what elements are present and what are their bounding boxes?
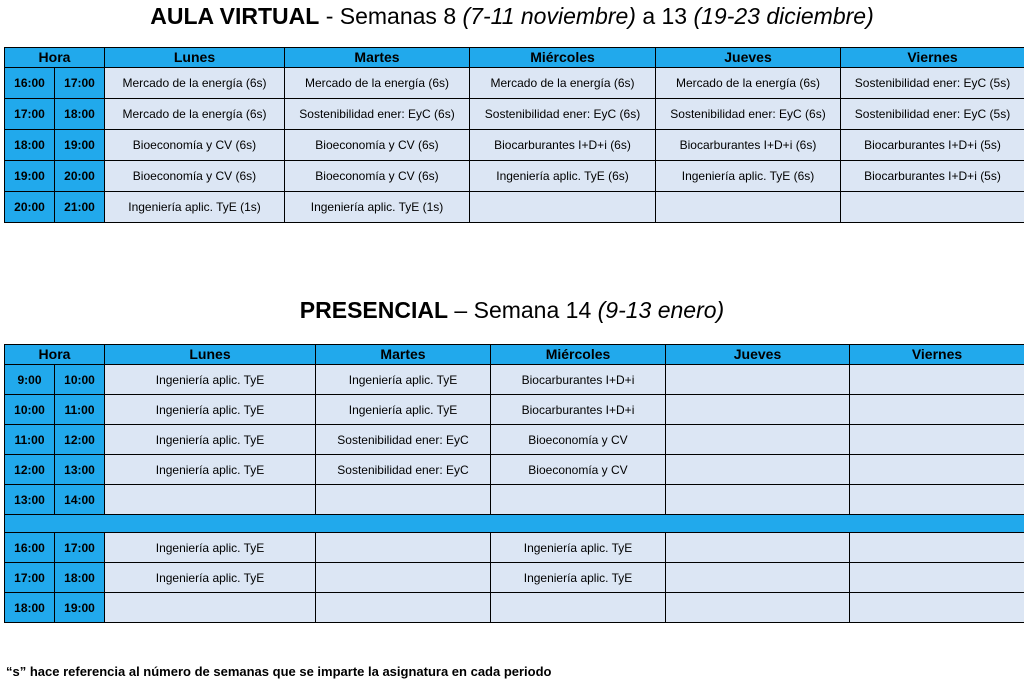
virtual-title-dates-start: (7-11 noviembre): [462, 3, 636, 29]
schedule-cell: [105, 485, 316, 515]
schedule-cell: Ingeniería aplic. TyE (1s): [105, 192, 285, 223]
virtual-row: [5, 68, 1024, 99]
presencial-row: [5, 563, 1024, 593]
presencial-header-day: Jueves: [666, 345, 850, 365]
presencial-header-day: Lunes: [105, 345, 316, 365]
schedule-cell: [316, 593, 491, 623]
presencial-row: [5, 395, 1024, 425]
schedule-cell: Sostenibilidad ener: EyC (6s): [656, 99, 841, 130]
schedule-cell: [656, 192, 841, 223]
time-end: 11:00: [55, 395, 105, 425]
time-end: 17:00: [55, 68, 105, 99]
schedule-cell: [666, 395, 850, 425]
time-start: 13:00: [5, 485, 55, 515]
virtual-header-day: Viernes: [841, 48, 1024, 68]
time-start: 16:00: [5, 533, 55, 563]
presencial-row: [5, 425, 1024, 455]
time-start: 12:00: [5, 455, 55, 485]
virtual-title-part-b: a 13: [635, 3, 694, 29]
schedule-cell: Bioeconomía y CV (6s): [285, 161, 470, 192]
schedule-cell: [666, 533, 850, 563]
schedule-cell: [470, 192, 656, 223]
time-start: 18:00: [5, 130, 55, 161]
schedule-cell: [491, 485, 666, 515]
time-start: 16:00: [5, 68, 55, 99]
schedule-cell: [850, 455, 1024, 485]
time-end: 21:00: [55, 192, 105, 223]
virtual-row: [5, 99, 1024, 130]
presencial-schedule-table: [4, 344, 1024, 623]
schedule-cell: [850, 593, 1024, 623]
schedule-cell: Ingeniería aplic. TyE: [105, 455, 316, 485]
virtual-title-dates-end: (19-23 diciembre): [693, 3, 874, 29]
schedule-cell: [841, 192, 1024, 223]
schedule-cell: [316, 485, 491, 515]
time-end: 10:00: [55, 365, 105, 395]
time-end: 20:00: [55, 161, 105, 192]
schedule-cell: Ingeniería aplic. TyE: [105, 395, 316, 425]
schedule-cell: Sostenibilidad ener: EyC (6s): [470, 99, 656, 130]
schedule-cell: Ingeniería aplic. TyE (6s): [470, 161, 656, 192]
schedule-cell: [666, 425, 850, 455]
presencial-row: [5, 455, 1024, 485]
schedule-cell: [666, 485, 850, 515]
presencial-header-hora: Hora: [5, 345, 105, 365]
schedule-cell: Biocarburantes I+D+i: [491, 365, 666, 395]
schedule-cell: [850, 425, 1024, 455]
schedule-cell: Bioeconomía y CV (6s): [105, 161, 285, 192]
schedule-cell: Sostenibilidad ener: EyC (5s): [841, 68, 1024, 99]
virtual-header-hora: Hora: [5, 48, 105, 68]
virtual-row: [5, 161, 1024, 192]
schedule-cell: [316, 563, 491, 593]
schedule-cell: Biocarburantes I+D+i (5s): [841, 161, 1024, 192]
schedule-cell: Mercado de la energía (6s): [285, 68, 470, 99]
schedule-cell: Mercado de la energía (6s): [105, 99, 285, 130]
time-start: 17:00: [5, 99, 55, 130]
schedule-cell: [850, 395, 1024, 425]
schedule-cell: Biocarburantes I+D+i: [491, 395, 666, 425]
schedule-cell: [850, 485, 1024, 515]
schedule-cell: Bioeconomía y CV (6s): [285, 130, 470, 161]
time-end: 19:00: [55, 130, 105, 161]
time-end: 12:00: [55, 425, 105, 455]
time-end: 19:00: [55, 593, 105, 623]
presencial-row: [5, 365, 1024, 395]
schedule-cell: Ingeniería aplic. TyE: [491, 533, 666, 563]
time-end: 14:00: [55, 485, 105, 515]
time-start: 11:00: [5, 425, 55, 455]
schedule-cell: [491, 593, 666, 623]
schedule-cell: Mercado de la energía (6s): [105, 68, 285, 99]
virtual-header-day: Jueves: [656, 48, 841, 68]
schedule-cell: [316, 533, 491, 563]
separator-bar: [5, 515, 1024, 533]
schedule-cell: Sostenibilidad ener: EyC: [316, 455, 491, 485]
schedule-cell: Mercado de la energía (6s): [656, 68, 841, 99]
schedule-cell: Ingeniería aplic. TyE (1s): [285, 192, 470, 223]
time-start: 17:00: [5, 563, 55, 593]
time-start: 19:00: [5, 161, 55, 192]
presencial-title-dates: (9-13 enero): [597, 297, 725, 323]
virtual-header-day: Miércoles: [470, 48, 656, 68]
schedule-cell: [850, 563, 1024, 593]
virtual-title: [0, 2, 1024, 30]
virtual-row: [5, 130, 1024, 161]
time-end: 13:00: [55, 455, 105, 485]
schedule-cell: Sostenibilidad ener: EyC (6s): [285, 99, 470, 130]
schedule-cell: [666, 563, 850, 593]
schedule-cell: Biocarburantes I+D+i (6s): [656, 130, 841, 161]
presencial-row: [5, 533, 1024, 563]
schedule-cell: Bioeconomía y CV (6s): [105, 130, 285, 161]
schedule-cell: Sostenibilidad ener: EyC (5s): [841, 99, 1024, 130]
virtual-header-day: Martes: [285, 48, 470, 68]
time-start: 20:00: [5, 192, 55, 223]
footnote: “s” hace referencia al número de semanas que se imparte la asignatura en cada periodo: [6, 664, 552, 679]
schedule-cell: Biocarburantes I+D+i (5s): [841, 130, 1024, 161]
schedule-cell: Ingeniería aplic. TyE: [105, 365, 316, 395]
presencial-row: [5, 485, 1024, 515]
presencial-header-day: Miércoles: [491, 345, 666, 365]
schedule-cell: Ingeniería aplic. TyE: [316, 365, 491, 395]
time-end: 17:00: [55, 533, 105, 563]
virtual-header-day: Lunes: [105, 48, 285, 68]
virtual-title-part-a: - Semanas 8: [319, 3, 463, 29]
schedule-cell: Ingeniería aplic. TyE: [316, 395, 491, 425]
presencial-header-row: [5, 345, 1024, 365]
presencial-title: [0, 296, 1024, 324]
schedule-cell: [850, 365, 1024, 395]
schedule-cell: Ingeniería aplic. TyE: [491, 563, 666, 593]
schedule-cell: Sostenibilidad ener: EyC: [316, 425, 491, 455]
schedule-cell: Ingeniería aplic. TyE: [105, 563, 316, 593]
time-end: 18:00: [55, 99, 105, 130]
time-start: 18:00: [5, 593, 55, 623]
time-end: 18:00: [55, 563, 105, 593]
presencial-header-day: Martes: [316, 345, 491, 365]
schedule-cell: Mercado de la energía (6s): [470, 68, 656, 99]
schedule-cell: Ingeniería aplic. TyE (6s): [656, 161, 841, 192]
schedule-cell: Ingeniería aplic. TyE: [105, 533, 316, 563]
schedule-cell: [666, 593, 850, 623]
lunch-break-separator: [5, 515, 1024, 533]
schedule-cell: Bioeconomía y CV: [491, 425, 666, 455]
presencial-title-bold: PRESENCIAL: [299, 297, 449, 323]
presencial-header-day: Viernes: [850, 345, 1024, 365]
time-start: 9:00: [5, 365, 55, 395]
virtual-title-bold: AULA VIRTUAL: [150, 3, 320, 29]
virtual-schedule-table: [4, 47, 1024, 223]
schedule-cell: [666, 365, 850, 395]
schedule-cell: [666, 455, 850, 485]
time-start: 10:00: [5, 395, 55, 425]
virtual-header-row: [5, 48, 1024, 68]
schedule-cell: Bioeconomía y CV: [491, 455, 666, 485]
schedule-cell: Biocarburantes I+D+i (6s): [470, 130, 656, 161]
virtual-row: [5, 192, 1024, 223]
schedule-cell: [105, 593, 316, 623]
schedule-cell: Ingeniería aplic. TyE: [105, 425, 316, 455]
schedule-cell: [850, 533, 1024, 563]
presencial-title-part-a: – Semana 14: [448, 297, 598, 323]
presencial-row: [5, 593, 1024, 623]
